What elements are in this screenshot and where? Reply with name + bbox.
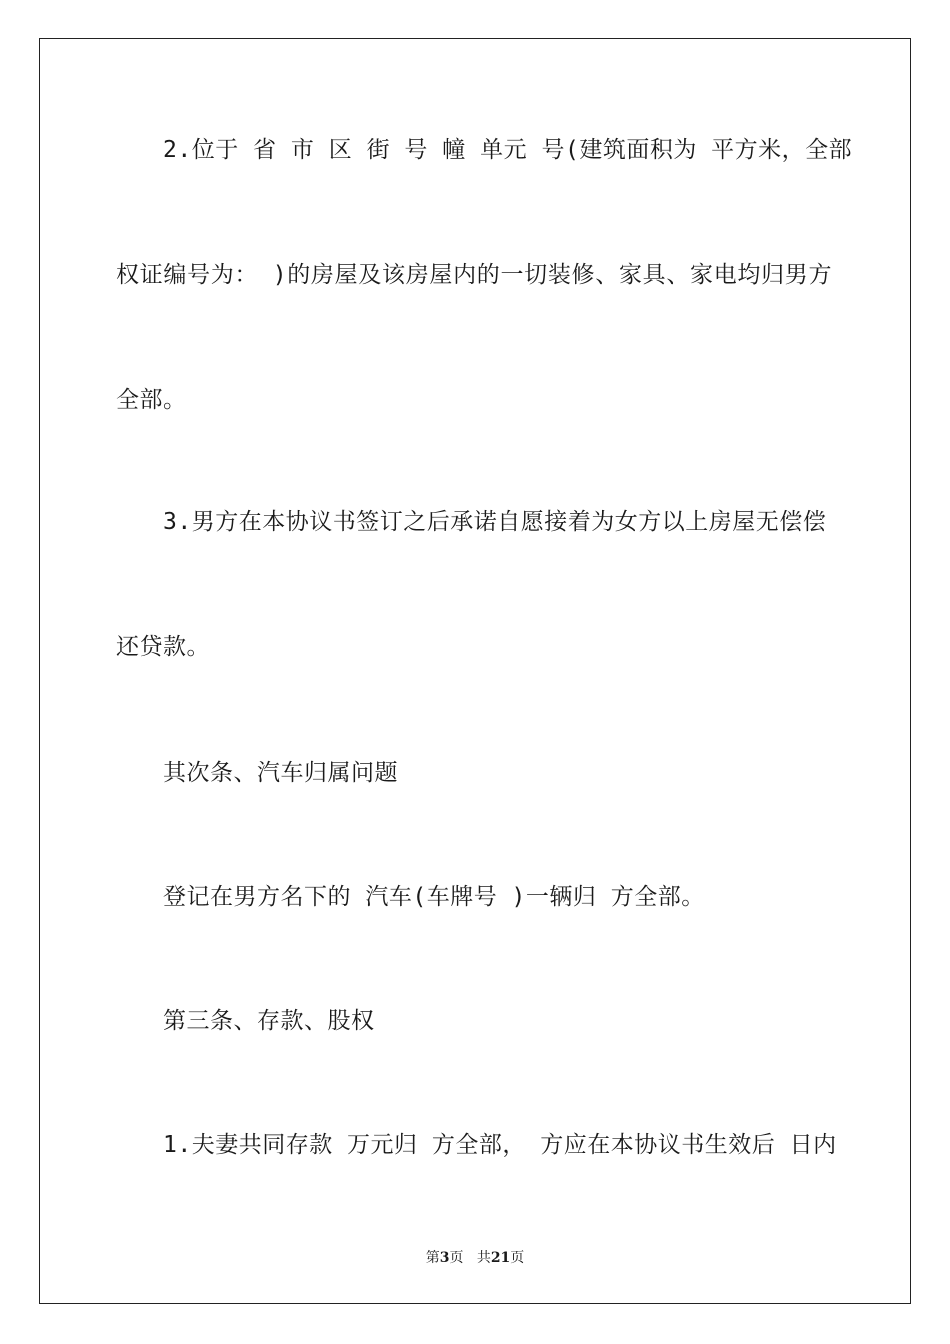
footer-page-prefix: 第 — [425, 1250, 440, 1266]
footer-total-pages: 21 — [490, 1250, 511, 1266]
footer-page-suffix: 页 — [449, 1250, 464, 1266]
paragraph-line-3: 全部。 — [116, 387, 187, 413]
paragraph-line-9: 1.夫妻共同存款 万元归 方全部， 方应在本协议书生效后 日内 — [163, 1132, 837, 1158]
paragraph-line-7: 登记在男方名下的 汽车(车牌号 )一辆归 方全部。 — [163, 884, 705, 910]
paragraph-line-1: 2.位于 省 市 区 街 号 幢 单元 号(建筑面积为 平方米，全部 — [163, 137, 853, 163]
page-footer — [0, 1247, 950, 1267]
paragraph-line-2: 权证编号为： )的房屋及该房屋内的一切装修、家具、家电均归男方 — [116, 262, 832, 288]
footer-page-number: 3 — [439, 1250, 450, 1266]
section-heading-3: 第三条、存款、股权 — [163, 1008, 375, 1034]
page-border — [39, 38, 911, 1304]
paragraph-line-5: 还贷款。 — [116, 634, 210, 660]
section-heading-2: 其次条、汽车归属问题 — [163, 760, 398, 786]
footer-total-prefix: 共 — [476, 1250, 491, 1266]
paragraph-line-4: 3.男方在本协议书签订之后承诺自愿接着为女方以上房屋无偿偿 — [163, 509, 827, 535]
footer-total-suffix: 页 — [510, 1250, 525, 1266]
